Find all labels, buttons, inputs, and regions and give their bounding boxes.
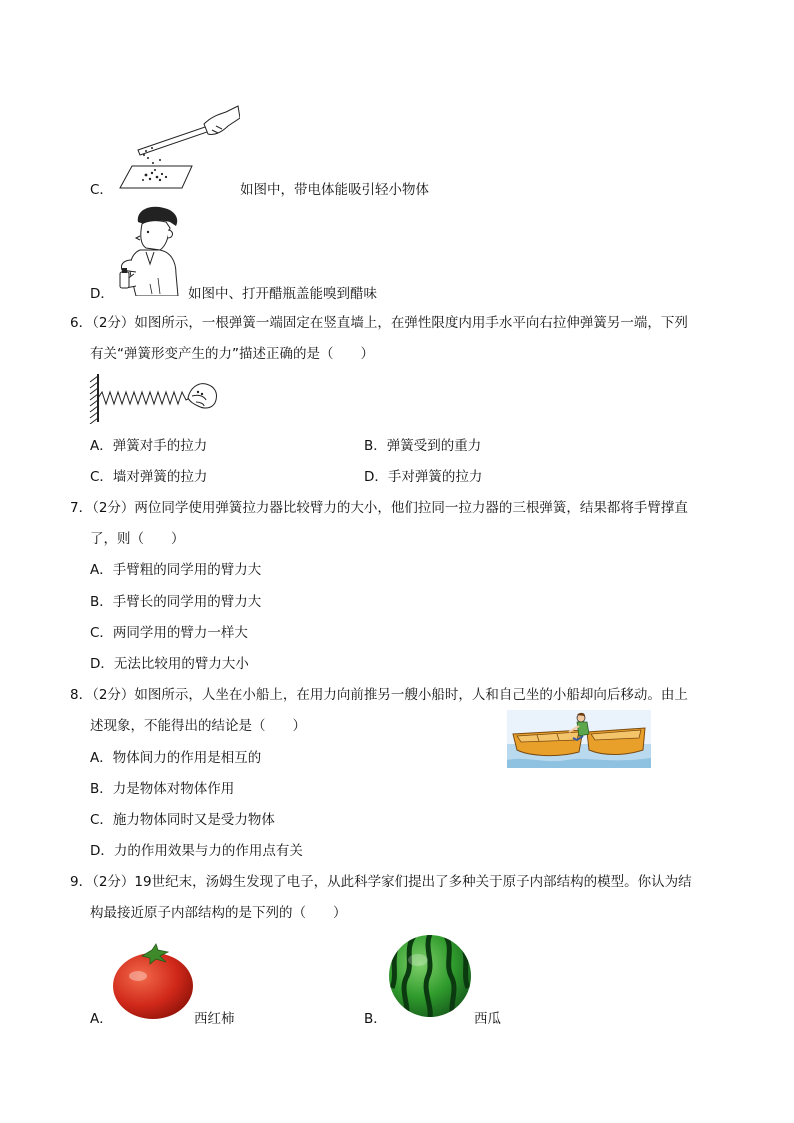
q8-stem-line2: 述现象，不能得出的结论是（ ） [90,718,306,734]
q5-option-d-letter: D． [90,286,114,302]
q5-option-c-letter: C． [90,182,113,198]
q7-stem-line1: 7．（2分）两位同学使用弹簧拉力器比较臂力的大小，他们拉同一拉力器的三根弹簧，结果都将手臂撑直 [70,500,688,516]
q7-option-c: C．两同学用的臂力一样大 [90,625,248,641]
q8-option-d: D．力的作用效果与力的作用点有关 [90,843,303,859]
q9-stem-line2: 构最接近原子内部结构的是下列的（ ） [90,905,347,921]
q9-stem-line1: 9．（2分）19世纪末，汤姆生发现了电子，从此科学家们提出了多种关于原子内部结构的模型。你认为结 [70,874,692,890]
q8-option-c: C．施力物体同时又是受力物体 [90,812,275,828]
q6-option-c: C．墙对弹簧的拉力 [90,469,208,485]
spring-wall-hand-illustration [88,372,220,424]
q8-option-a: A．物体间力的作用是相互的 [90,750,262,766]
q6-stem-line1: 6．（2分）如图所示，一根弹簧一端固定在竖直墙上，在弹性限度内用手水平向右拉伸弹簧另一端，下列 [70,315,688,331]
charged-rod-attracting-paper-illustration [116,100,240,192]
q9-option-b-letter: B． [364,1011,387,1027]
tomato-illustration [112,942,194,1020]
q6-option-d: D．手对弹簧的拉力 [364,469,483,485]
two-boats-pushing-illustration [507,710,651,768]
q7-option-b: B．手臂长的同学用的臂力大 [90,594,262,610]
q9-option-b-text: 西瓜 [474,1011,501,1027]
q7-option-d: D．无法比较用的臂力大小 [90,656,249,672]
watermelon-illustration [388,934,472,1018]
q8-option-b: B．力是物体对物体作用 [90,781,235,797]
q9-option-a-letter: A． [90,1011,113,1027]
q5-option-d-text: 如图中、打开醋瓶盖能嗅到醋味 [188,286,377,302]
q6-option-a: A．弹簧对手的拉力 [90,438,208,454]
q7-option-a: A．手臂粗的同学用的臂力大 [90,562,262,578]
q7-stem-line2: 了，则（ ） [90,531,185,547]
boy-smelling-vinegar-illustration [110,204,190,296]
q6-stem-line2: 有关“弹簧形变产生的力”描述正确的是（ ） [90,346,374,362]
q8-stem-line1: 8．（2分）如图所示，人坐在小船上，在用力向前推另一艘小船时，人和自己坐的小船却向后移动。由上 [70,687,688,703]
q9-option-a-text: 西红柿 [194,1011,235,1027]
q6-option-b: B．弹簧受到的重力 [364,438,482,454]
q5-option-c-text: 如图中，带电体能吸引轻小物体 [240,182,429,198]
